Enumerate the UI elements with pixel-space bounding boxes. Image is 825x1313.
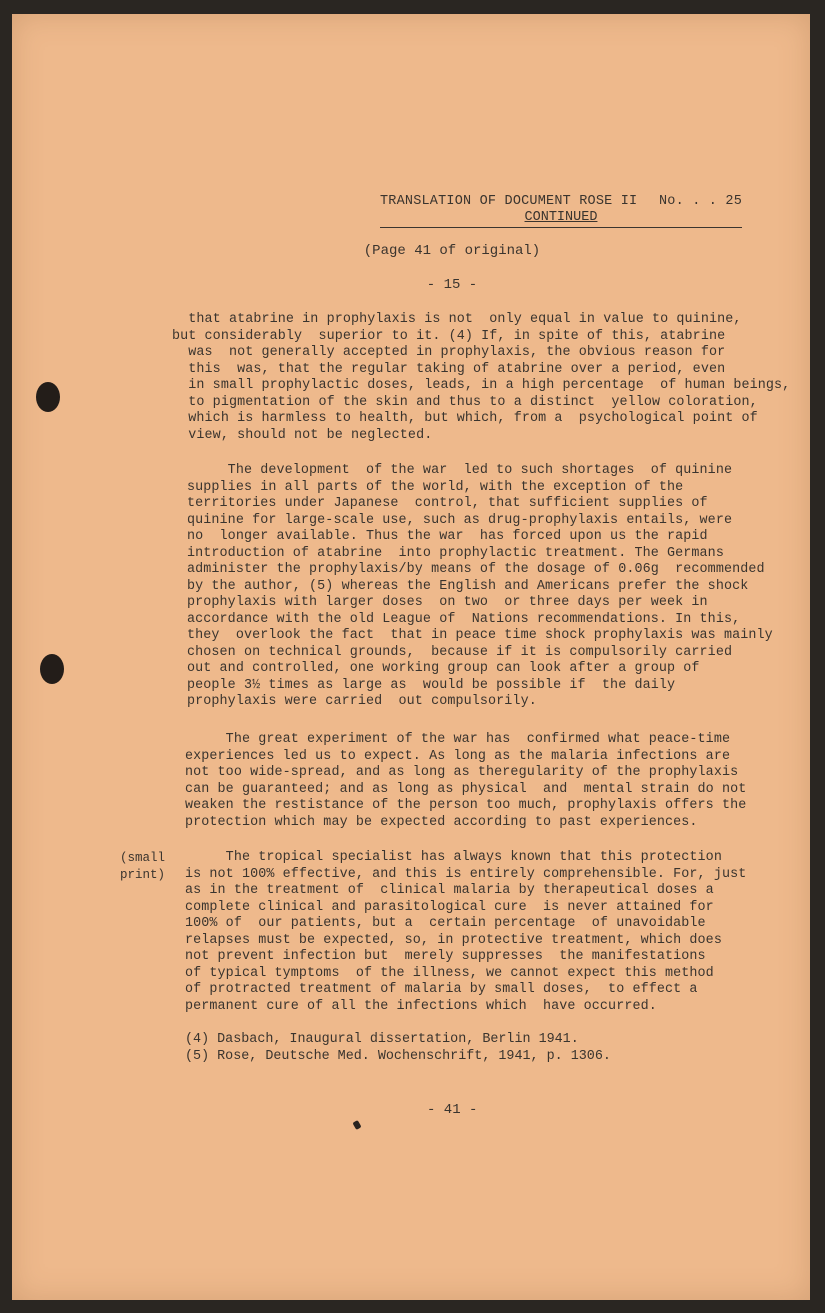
paragraph-4 (185, 850, 746, 1015)
punch-hole (40, 654, 64, 684)
page-number: - 15 - (426, 277, 478, 293)
document-page (12, 14, 810, 1300)
text-line: The tropical specialist has always known that this protection (185, 850, 722, 865)
header-rule (380, 227, 742, 228)
text-line: protection which may be expected according to past experiences. (185, 814, 698, 830)
text-line: they overlook the fact that in peace time shock prophylaxis was mainly (187, 628, 773, 643)
text-line: people 3½ times as large as would be possible if the daily (187, 677, 676, 693)
text-line: accordance with the old League of Nations recommendations. In this, (187, 611, 741, 627)
footnote: (4) Dasbach, Inaugural dissertation, Berlin 1941. (185, 1032, 579, 1047)
text-line: this was, that the regular taking of atabrine over a period, even (172, 361, 726, 377)
ink-mark (352, 1120, 361, 1130)
text-line: The development of the war led to such shortages of quinine (187, 463, 733, 478)
paragraph-1 (172, 312, 790, 444)
footnote: (5) Rose, Deutsche Med. Wochenschrift, 1941, p. 1306. (185, 1049, 611, 1064)
bottom-page-number: - 41 - (427, 1102, 478, 1118)
header-no-label: No. (658, 194, 684, 209)
margin-note (99, 850, 165, 884)
text-line: 100% of our patients, but a certain percentage of unavoidable (185, 916, 706, 931)
text-line: that atabrine in prophylaxis is not only equal in value to quinine, (172, 312, 742, 327)
text-line: weaken the restistance of the person too much, prophylaxis offers the (185, 798, 747, 813)
text-line: administer the prophylaxis/by means of the dosage of 0.06g recommended (187, 562, 765, 577)
text-line: introduction of atabrine into prophylactic treatment. The Germans (187, 545, 724, 561)
document-header (380, 194, 742, 228)
text-line: no longer available. Thus the war has forced upon us the rapid (187, 529, 708, 544)
text-line: relapses must be expected, so, in protective treatment, which does (185, 932, 722, 948)
text-line: complete clinical and parasitological cure is never attained for (185, 899, 714, 915)
paragraph-3 (185, 732, 746, 831)
text-line: as in the treatment of clinical malaria by therapeutical doses a (185, 883, 714, 898)
text-line: out and controlled, one working group can look after a group of (187, 661, 700, 676)
text-line: The great experiment of the war has confirmed what peace-time (185, 732, 731, 747)
page-reference: (Page 41 of original) (363, 243, 541, 259)
margin-note-line: print) (119, 868, 165, 882)
text-line: territories under Japanese control, that sufficient supplies of (187, 496, 708, 511)
text-line: not too wide-spread, and as long as theregularity of the prophylaxis (185, 765, 739, 780)
text-line: is not 100% effective, and this is entirely comprehensible. For, just (185, 866, 747, 882)
text-line: was not generally accepted in prophylaxis, the obvious reason for (172, 345, 726, 360)
text-line: to pigmentation of the skin and thus to a distinct yellow coloration, (172, 394, 758, 410)
text-line: view, should not be neglected. (172, 427, 433, 443)
text-line: quinine for large-scale use, such as drug-prophylaxis entails, were (187, 512, 733, 528)
text-line: not prevent infection but merely suppresses the manifestations (185, 949, 706, 964)
text-line: which is harmless to health, but which, from a psychological point of (172, 411, 758, 426)
header-title: TRANSLATION OF DOCUMENT ROSE II (380, 194, 638, 209)
header-number: . . 25 (692, 194, 742, 209)
text-line: chosen on technical grounds, because if it is compulsorily carried (187, 644, 733, 660)
punch-hole (36, 382, 60, 412)
text-line: by the author, (5) whereas the English and Americans prefer the shock (187, 578, 749, 594)
header-continued: CONTINUED (524, 210, 598, 225)
text-line: experiences led us to expect. As long as the malaria infections are (185, 748, 731, 764)
paragraph-2 (187, 463, 773, 711)
text-line: prophylaxis with larger doses on two or three days per week in (187, 595, 708, 610)
text-line: can be guaranteed; and as long as physical and mental strain do not (185, 781, 747, 797)
text-line: supplies in all parts of the world, with the exception of the (187, 479, 684, 495)
text-line: of protracted treatment of malaria by small doses, to effect a (185, 982, 698, 997)
text-line: but considerably superior to it. (4) If, in spite of this, atabrine (172, 328, 726, 344)
text-line: of typical tymptoms of the illness, we cannot expect this method (185, 965, 714, 981)
footnotes (185, 1031, 611, 1065)
text-line: in small prophylactic doses, leads, in a high percentage of human beings, (172, 378, 791, 393)
text-line: permanent cure of all the infections which have occurred. (185, 998, 657, 1014)
margin-note-line: (small (119, 851, 165, 865)
text-line: prophylaxis were carried out compulsorily. (187, 694, 537, 709)
